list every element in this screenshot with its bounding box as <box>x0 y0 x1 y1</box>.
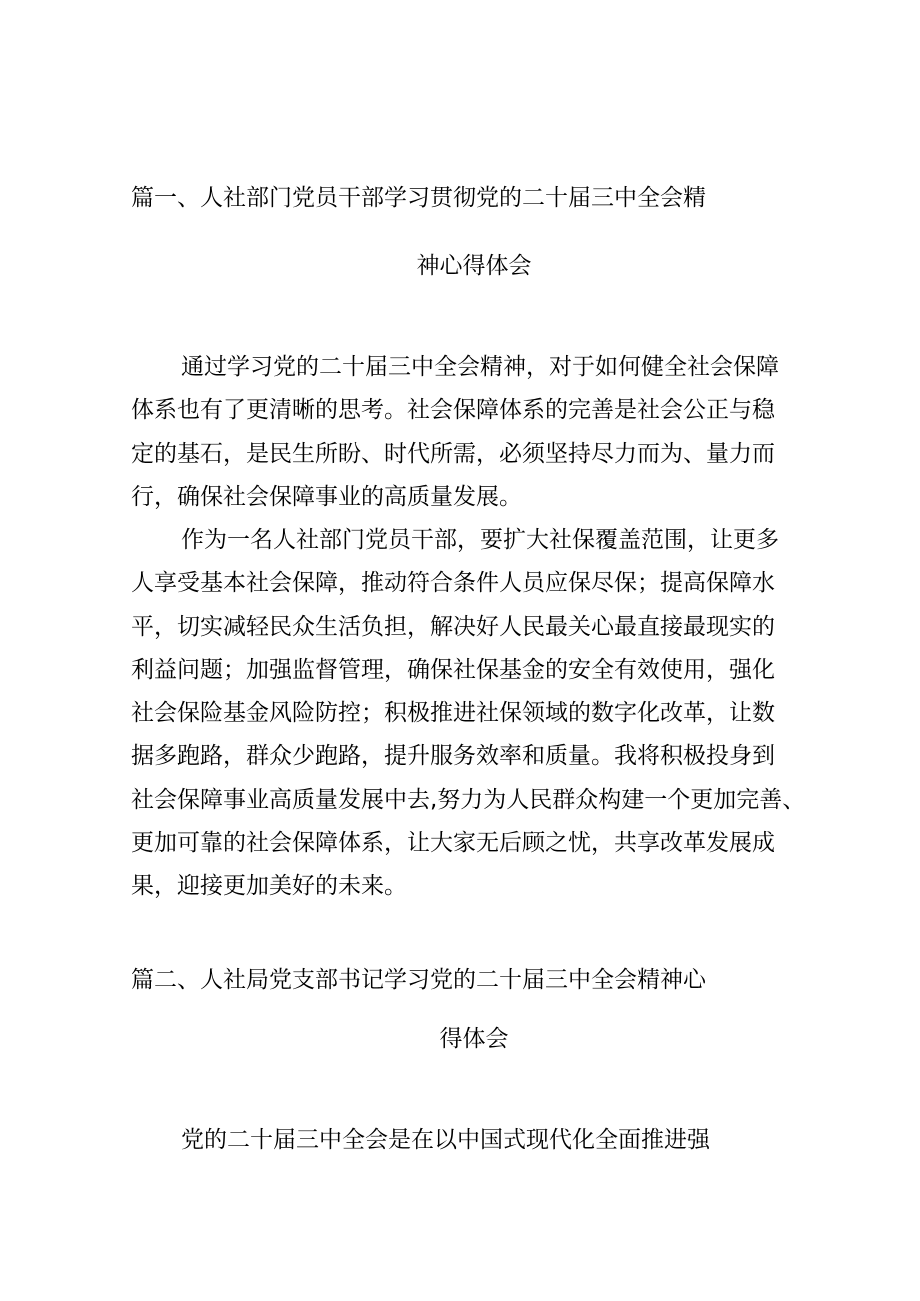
section1-paragraph1-line: 行，确保社会保障事业的高质量发展。 <box>131 484 522 510</box>
section1-paragraph1-line: 定的基石，是民生所盼、时代所需，必须坚持尽力而为、量力而 <box>131 441 775 467</box>
section2-title-line2: 得体会 <box>439 1026 509 1052</box>
section1-paragraph2-line: 平，切实减轻民众生活负担，解决好人民最关心最直接最现实的 <box>131 614 775 640</box>
section1-paragraph1-line: 通过学习党的二十届三中全会精神，对于如何健全社会保障 <box>181 354 779 380</box>
section2-title-line1: 篇二、人社局党支部书记学习党的二十届三中全会精神心 <box>131 967 706 993</box>
section1-paragraph2-line: 利益问题；加强监督管理，确保社保基金的安全有效使用，强化 <box>131 657 775 683</box>
section1-paragraph2-line: 社会保障事业高质量发展中去,努力为人民群众构建一个更加完善、 <box>131 787 806 813</box>
section1-title-line2: 神心得体会 <box>416 253 532 279</box>
section2-paragraph1-line: 党的二十届三中全会是在以中国式现代化全面推进强 <box>181 1127 710 1153</box>
section1-paragraph2-line: 作为一名人社部门党员干部，要扩大社保覆盖范围，让更多 <box>181 527 779 553</box>
section1-paragraph2-line: 据多跑路，群众少跑路，提升服务效率和质量。我将积极投身到 <box>131 743 775 769</box>
section1-title-line1: 篇一、人社部门党员干部学习贯彻党的二十届三中全会精 <box>131 185 706 211</box>
section1-paragraph2-line: 人享受基本社会保障，推动符合条件人员应保尽保；提高保障水 <box>131 570 775 596</box>
section1-paragraph1-line: 体系也有了更清晰的思考。社会保障体系的完善是社会公正与稳 <box>131 397 775 423</box>
section1-paragraph2-line: 社会保险基金风险防控；积极推进社保领域的数字化改革，让数 <box>131 700 775 726</box>
section1-paragraph2-line: 果，迎接更加美好的未来。 <box>131 873 407 899</box>
section1-paragraph2-line: 更加可靠的社会保障体系，让大家无后顾之忧，共享改革发展成 <box>131 830 775 856</box>
